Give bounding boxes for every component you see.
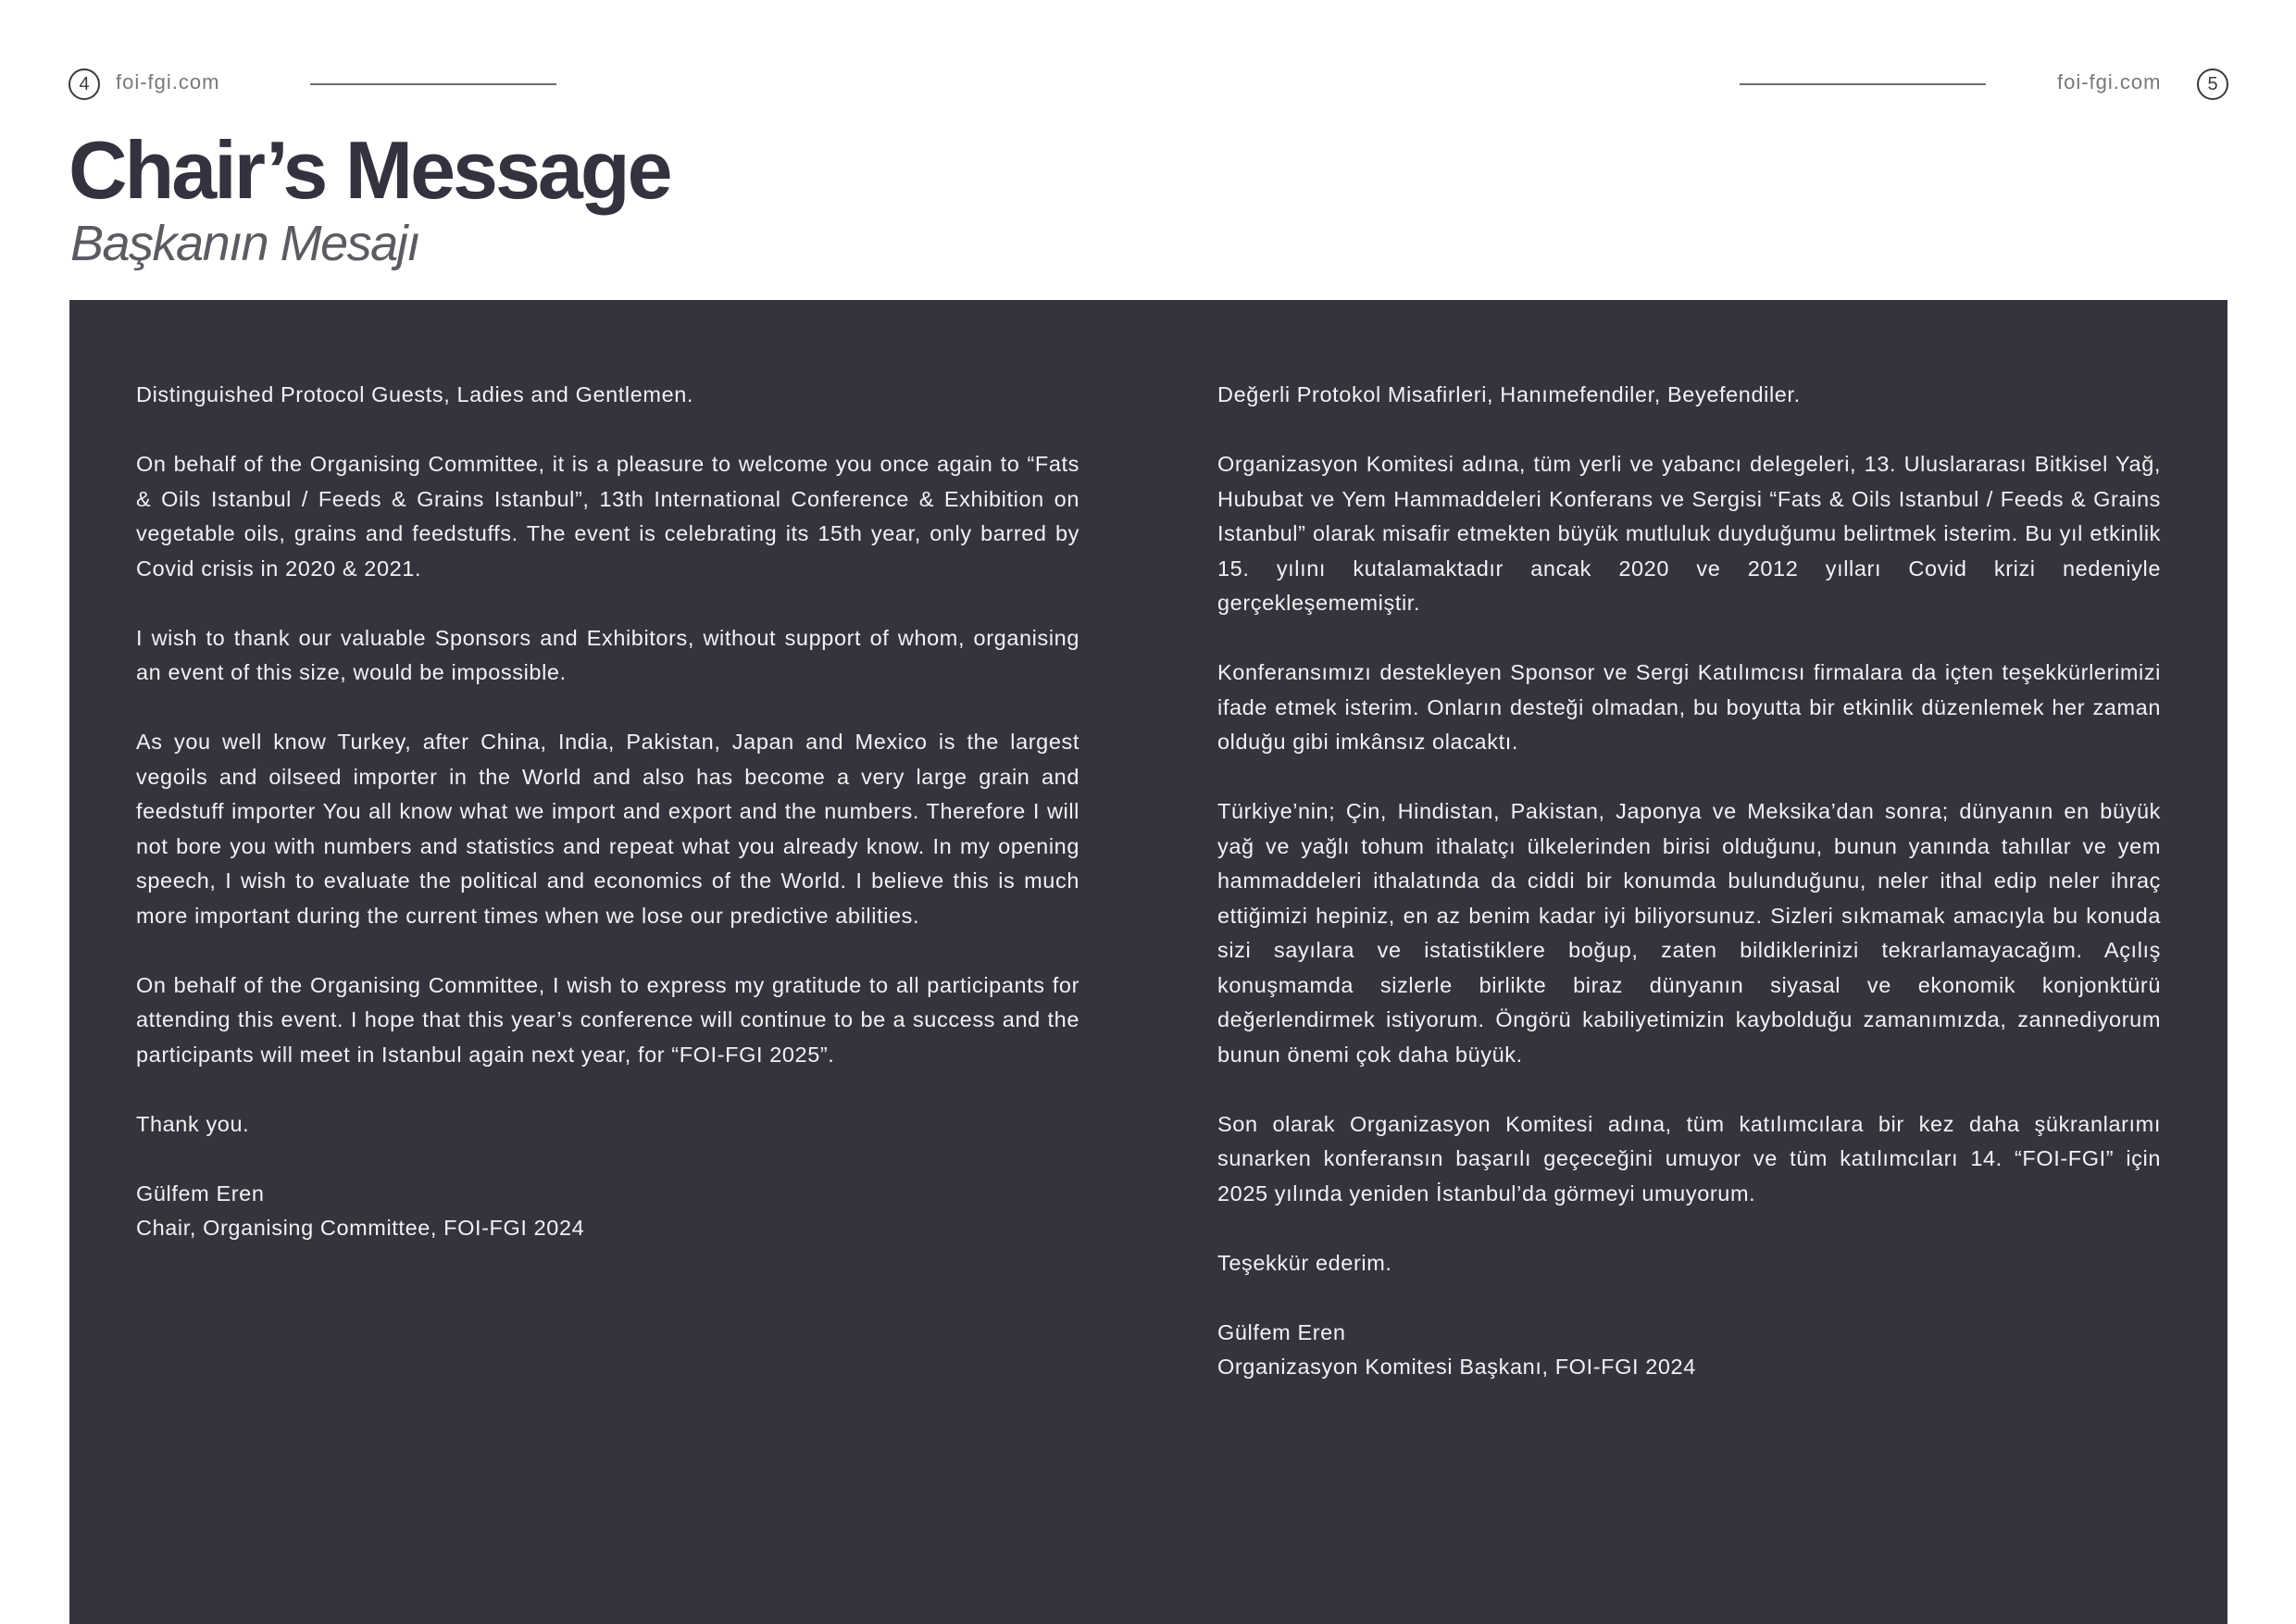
site-url-right: foi-fgi.com (2057, 70, 2162, 94)
english-message (136, 378, 1079, 1246)
page-number-left: 4 (69, 69, 100, 100)
paragraph: Son olarak Organizasyon Komitesi adına, tüm katılımcılara bir kez daha şükranlarımı sunarken konferansın başarılı geçeceğini umuyor ve tüm katılımcıları 14. “FOI-FGI” için 2025 yılında yeniden İstanbul’da görmeyi umuyorum. (1217, 1111, 2161, 1206)
site-url-left: foi-fgi.com (116, 70, 220, 94)
turkish-message (1217, 378, 2161, 1385)
header-rule-right (1740, 83, 1986, 85)
closing: Thank you. (136, 1111, 250, 1136)
greeting: Distinguished Protocol Guests, Ladies and Gentlemen. (136, 382, 694, 406)
signature-name: Gülfem Eren (136, 1181, 265, 1206)
paragraph: Türkiye’nin; Çin, Hindistan, Pakistan, Japonya ve Meksika’dan sonra; dünyanın en büyük yağ ve yağlı tohum ithalatçı ülkelerinden birisi olduğunu, bunun yanında tahıllar ve yem hammaddeleri ithalatında da ciddi bir konumda bulunduğunu, neler ithal edip neler ihraç ettiğimizi hepiniz, en az benim kadar iyi biliyorsunuz. Sizleri sıkmamak amacıyla bu konuda sizi sayılara ve istatistiklere boğup, zaten bildiklerinizi tekrarlamayacağım. Açılış konuşmamda sizlerle birlikte biraz dünyanın siyasal ve ekonomik konjonktürü değerlendirmek istiyorum. Öngörü kabiliyetimizin kaybolduğu zamanımızda, zannediyorum bunun önemi çok daha büyük. (1217, 799, 2161, 1067)
closing: Teşekkür ederim. (1217, 1250, 1392, 1275)
header-rule-left (310, 83, 556, 85)
page-title: Chair’s Message (69, 124, 670, 216)
paragraph: Konferansımızı destekleyen Sponsor ve Sergi Katılımcısı firmalara da içten teşekkürlerimizi ifade etmek isterim. Onların desteği olmadan, bu boyutta bir etkinlik düzenlemek her zaman olduğu gibi imkânsız olacaktı. (1217, 660, 2161, 754)
paragraph: On behalf of the Organising Committee, it is a pleasure to welcome you once again to “Fats & Oils Istanbul / Feeds & Grains Istanbul”, 13th International Conference & Exhibition on vegetable oils, grains and feedstuffs. The event is celebrating its 15th year, only barred by Covid crisis in 2020 & 2021. (136, 452, 1079, 581)
signature-name: Gülfem Eren (1217, 1319, 1346, 1344)
signature-title: Organizasyon Komitesi Başkanı, FOI-FGI 2024 (1217, 1355, 1696, 1379)
paragraph: On behalf of the Organising Committee, I wish to express my gratitude to all participants for attending this event. I hope that this year’s conference will continue to be a success and the participants will meet in Istanbul again next year, for “FOI-FGI 2025”. (136, 972, 1079, 1067)
greeting: Değerli Protokol Misafirleri, Hanımefendiler, Beyefendiler. (1217, 382, 1801, 406)
message-panel (69, 300, 2227, 1624)
paragraph: Organizasyon Komitesi adına, tüm yerli ve yabancı delegeleri, 13. Uluslararası Bitkisel Yağ, Hububat ve Yem Hammaddeleri Konferans ve Sergisi “Fats & Oils Istanbul / Feeds & Grains Istanbul” olarak misafir etmekten büyük mutluluk duyduğumu belirtmek isterim. Bu yıl etkinlik 15. yılını kutalamaktadır ancak 2020 ve 2012 yılları Covid krizi nedeniyle gerçekleşememiştir. (1217, 452, 2161, 615)
page-subtitle: Başkanın Mesajı (70, 216, 419, 271)
page-number-right: 5 (2197, 69, 2228, 100)
paragraph: I wish to thank our valuable Sponsors and Exhibitors, without support of whom, organising an event of this size, would be impossible. (136, 625, 1079, 684)
paragraph: As you well know Turkey, after China, India, Pakistan, Japan and Mexico is the largest vegoils and oilseed importer in the World and also has become a very large grain and feedstuff importer You all know what we import and export and the numbers. Therefore I will not bore you with numbers and statistics and repeat what you already know. In my opening speech, I wish to evaluate the political and economics of the World. I believe this is much more important during the current times when we lose our predictive abilities. (136, 730, 1079, 928)
signature-title: Chair, Organising Committee, FOI-FGI 2024 (136, 1216, 585, 1240)
